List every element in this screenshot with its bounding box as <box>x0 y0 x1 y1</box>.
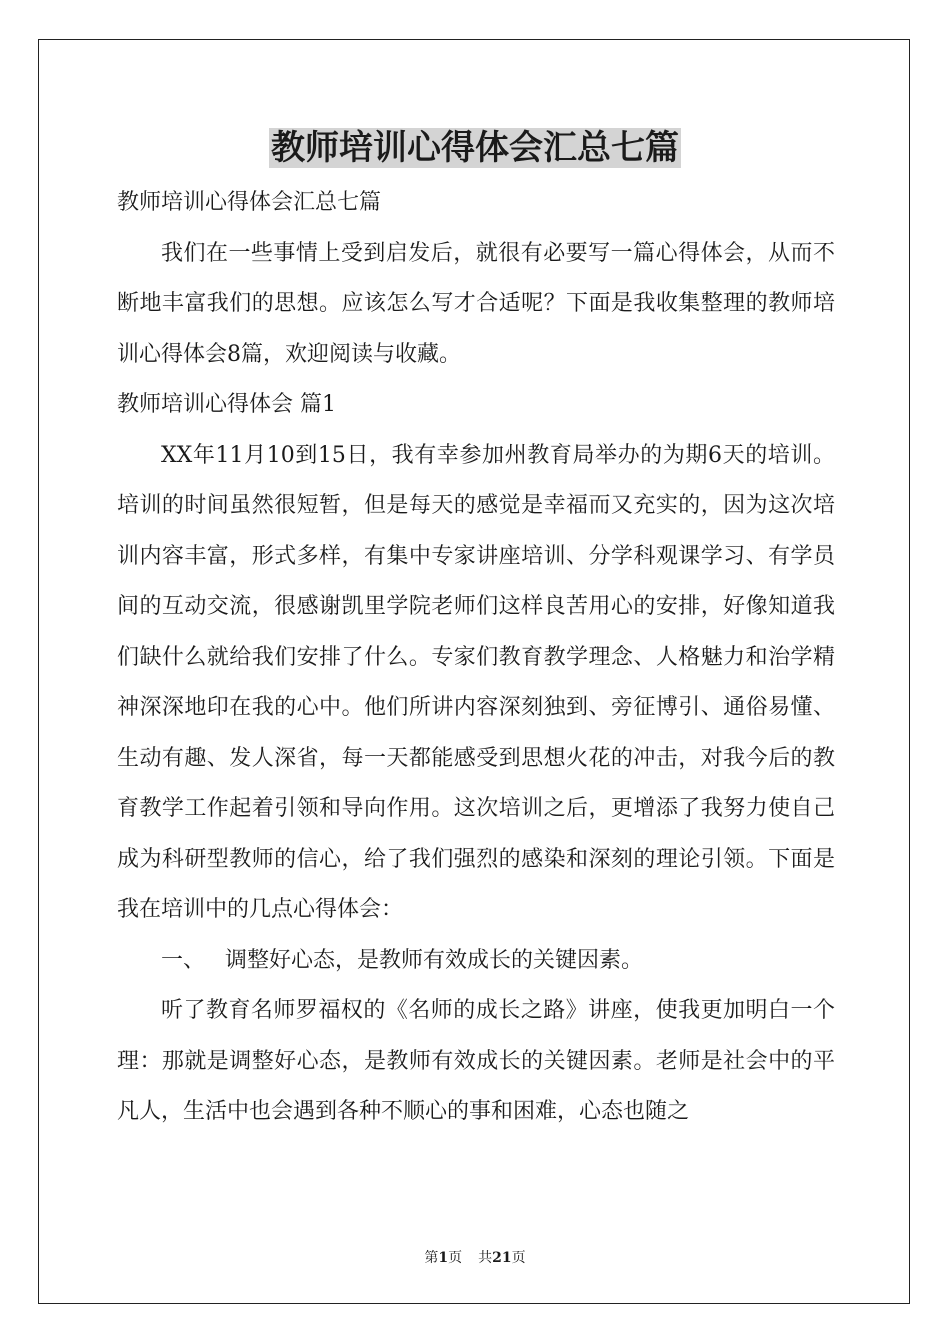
document-title-text: 教师培训心得体会汇总七篇 <box>271 128 679 168</box>
document-body <box>117 178 835 1138</box>
page-suffix: 页 <box>448 1250 463 1266</box>
body-paragraph-2: 听了教育名师罗福权的《名师的成长之路》讲座，使我更加明白一个理：那就是调整好心态，是教师有效成长的关键因素。老师是社会中的平凡人，生活中也会遇到各种不顺心的事和困难，心态也随之 <box>117 998 835 1124</box>
section-heading: 教师培训心得体会 篇1 <box>117 392 336 417</box>
intro-paragraph: 我们在一些事情上受到启发后，就很有必要写一篇心得体会，从而不断地丰富我们的思想。应该怎么写才合适呢？下面是我收集整理的教师培训心得体会8篇，欢迎阅读与收藏。 <box>117 240 835 367</box>
page-footer <box>0 1248 950 1268</box>
body-paragraph-1: XX年11月10到15日，我有幸参加州教育局举办的为期6天的培训。培训的时间虽然很短暂，但是每天的感觉是幸福而又充实的，因为这次培训内容丰富，形式多样，有集中专家讲座培训、分学科观课学习、有学员间的互动交流，很感谢凯里学院老师们这样良苦用心的安排，好像知道我们缺什么就给我们安排了什么。专家们教育教学理念、人格魅力和治学精神深深地印在我的心中。他们所讲内容深刻独到、旁征博引、通俗易懂、生动有趣、发人深省，每一天都能感受到思想火花的冲击，对我今后的教育教学工作起着引领和导向作用。这次培训之后，更增添了我努力使自己成为科研型教师的信心，给了我们强烈的感染和深刻的理论引领。下面是我在培训中的几点心得体会： <box>117 442 835 922</box>
total-prefix: 共 <box>478 1250 493 1266</box>
point-heading-1 <box>117 936 835 987</box>
total-pages-number: 21 <box>492 1250 512 1266</box>
total-suffix: 页 <box>511 1250 526 1266</box>
page-prefix: 第 <box>424 1250 439 1266</box>
current-page-number: 1 <box>438 1250 449 1266</box>
document-title <box>0 124 950 172</box>
document-subtitle: 教师培训心得体会汇总七篇 <box>117 190 382 215</box>
point-text: 调整好心态，是教师有效成长的关键因素。 <box>225 947 644 973</box>
point-number: 一、 <box>161 947 206 973</box>
